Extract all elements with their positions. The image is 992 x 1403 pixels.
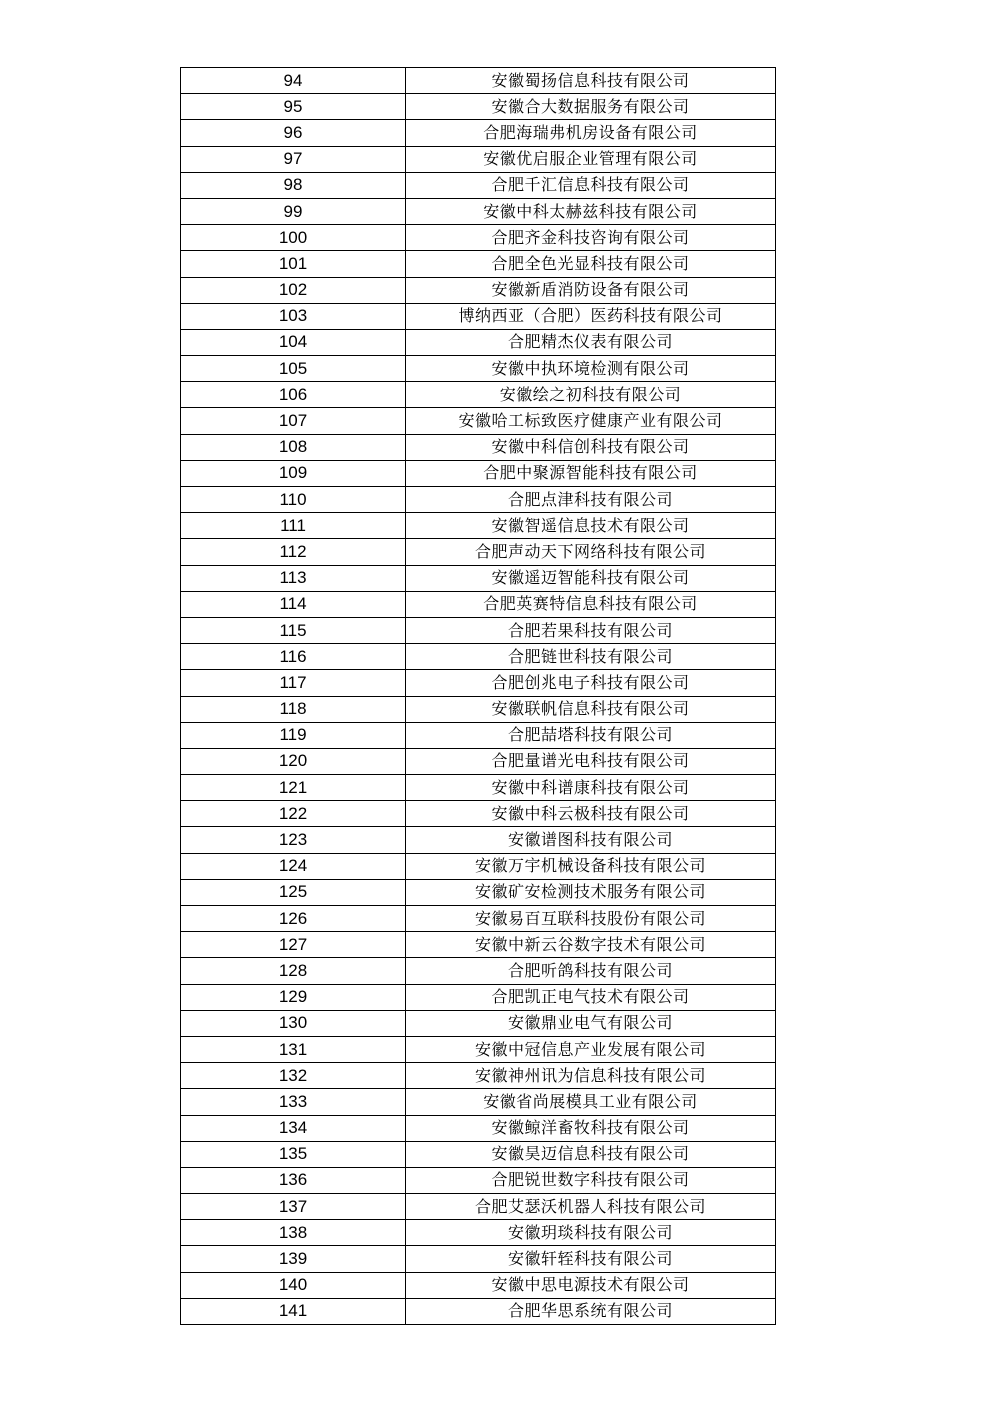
table-row — [181, 172, 776, 198]
company-name: 安徽鲸洋畜牧科技有限公司 — [406, 1115, 776, 1141]
table-row — [181, 748, 776, 774]
row-number: 129 — [181, 984, 406, 1010]
company-name: 安徽轩轾科技有限公司 — [406, 1246, 776, 1272]
row-number: 100 — [181, 225, 406, 251]
table-row — [181, 644, 776, 670]
company-name: 安徽中新云谷数字技术有限公司 — [406, 932, 776, 958]
company-name: 合肥中聚源智能科技有限公司 — [406, 460, 776, 486]
table-row — [181, 1220, 776, 1246]
company-name: 安徽中思电源技术有限公司 — [406, 1272, 776, 1298]
row-number: 106 — [181, 382, 406, 408]
table-row — [181, 277, 776, 303]
table-row — [181, 1010, 776, 1036]
company-name: 安徽省尚展模具工业有限公司 — [406, 1089, 776, 1115]
company-name: 合肥声动天下网络科技有限公司 — [406, 539, 776, 565]
row-number: 135 — [181, 1141, 406, 1167]
table-row — [181, 958, 776, 984]
row-number: 102 — [181, 277, 406, 303]
row-number: 137 — [181, 1194, 406, 1220]
table-row — [181, 1036, 776, 1062]
row-number: 119 — [181, 722, 406, 748]
company-name: 合肥锐世数字科技有限公司 — [406, 1167, 776, 1193]
row-number: 115 — [181, 617, 406, 643]
company-name: 合肥精杰仪表有限公司 — [406, 329, 776, 355]
company-name: 安徽神州讯为信息科技有限公司 — [406, 1063, 776, 1089]
table-row — [181, 120, 776, 146]
company-name: 安徽万宇机械设备科技有限公司 — [406, 853, 776, 879]
table-row — [181, 94, 776, 120]
row-number: 130 — [181, 1010, 406, 1036]
table-row — [181, 539, 776, 565]
company-name: 博纳西亚（合肥）医药科技有限公司 — [406, 303, 776, 329]
table-row — [181, 853, 776, 879]
row-number: 124 — [181, 853, 406, 879]
company-name: 安徽蜀扬信息科技有限公司 — [406, 68, 776, 94]
company-name: 合肥齐金科技咨询有限公司 — [406, 225, 776, 251]
table-row — [181, 932, 776, 958]
table-row — [181, 827, 776, 853]
row-number: 133 — [181, 1089, 406, 1115]
row-number: 123 — [181, 827, 406, 853]
company-name: 合肥艾瑟沃机器人科技有限公司 — [406, 1194, 776, 1220]
row-number: 131 — [181, 1036, 406, 1062]
table-row — [181, 1272, 776, 1298]
table-row — [181, 801, 776, 827]
table-row — [181, 775, 776, 801]
company-name: 安徽玥琰科技有限公司 — [406, 1220, 776, 1246]
table-body — [181, 68, 776, 1325]
company-name: 安徽中冠信息产业发展有限公司 — [406, 1036, 776, 1062]
row-number: 139 — [181, 1246, 406, 1272]
table-row — [181, 696, 776, 722]
row-number: 94 — [181, 68, 406, 94]
table-row — [181, 1194, 776, 1220]
row-number: 140 — [181, 1272, 406, 1298]
company-name: 合肥全色光显科技有限公司 — [406, 251, 776, 277]
row-number: 112 — [181, 539, 406, 565]
row-number: 95 — [181, 94, 406, 120]
row-number: 141 — [181, 1298, 406, 1324]
table-row — [181, 382, 776, 408]
table-row — [181, 198, 776, 224]
company-name: 安徽新盾消防设备有限公司 — [406, 277, 776, 303]
company-name: 安徽绘之初科技有限公司 — [406, 382, 776, 408]
row-number: 120 — [181, 748, 406, 774]
table-row — [181, 879, 776, 905]
row-number: 117 — [181, 670, 406, 696]
row-number: 136 — [181, 1167, 406, 1193]
table-row — [181, 225, 776, 251]
row-number: 97 — [181, 146, 406, 172]
table-row — [181, 1115, 776, 1141]
row-number: 104 — [181, 329, 406, 355]
table-row — [181, 1141, 776, 1167]
table-row — [181, 356, 776, 382]
company-name: 安徽中科谱康科技有限公司 — [406, 775, 776, 801]
row-number: 105 — [181, 356, 406, 382]
row-number: 121 — [181, 775, 406, 801]
company-name: 安徽易百互联科技股份有限公司 — [406, 906, 776, 932]
company-name: 安徽智遥信息技术有限公司 — [406, 513, 776, 539]
company-name: 合肥喆塔科技有限公司 — [406, 722, 776, 748]
row-number: 118 — [181, 696, 406, 722]
table-row — [181, 487, 776, 513]
company-name: 安徽中科云极科技有限公司 — [406, 801, 776, 827]
company-name: 合肥若果科技有限公司 — [406, 617, 776, 643]
company-name: 合肥点津科技有限公司 — [406, 487, 776, 513]
company-name: 安徽中科太赫兹科技有限公司 — [406, 198, 776, 224]
row-number: 125 — [181, 879, 406, 905]
row-number: 96 — [181, 120, 406, 146]
table-row — [181, 1089, 776, 1115]
table-row — [181, 670, 776, 696]
table-row — [181, 565, 776, 591]
row-number: 103 — [181, 303, 406, 329]
company-name: 合肥海瑞弗机房设备有限公司 — [406, 120, 776, 146]
company-name: 安徽矿安检测技术服务有限公司 — [406, 879, 776, 905]
table-row — [181, 146, 776, 172]
company-name: 合肥链世科技有限公司 — [406, 644, 776, 670]
table-row — [181, 68, 776, 94]
row-number: 113 — [181, 565, 406, 591]
table-row — [181, 984, 776, 1010]
row-number: 122 — [181, 801, 406, 827]
table-row — [181, 1167, 776, 1193]
company-name: 合肥创兆电子科技有限公司 — [406, 670, 776, 696]
row-number: 127 — [181, 932, 406, 958]
row-number: 107 — [181, 408, 406, 434]
row-number: 116 — [181, 644, 406, 670]
row-number: 111 — [181, 513, 406, 539]
table-row — [181, 1063, 776, 1089]
table-row — [181, 722, 776, 748]
table-row — [181, 591, 776, 617]
row-number: 99 — [181, 198, 406, 224]
company-name: 合肥千汇信息科技有限公司 — [406, 172, 776, 198]
row-number: 134 — [181, 1115, 406, 1141]
company-name: 合肥凯正电气技术有限公司 — [406, 984, 776, 1010]
table-row — [181, 1246, 776, 1272]
table-row — [181, 434, 776, 460]
company-name: 合肥量谱光电科技有限公司 — [406, 748, 776, 774]
row-number: 128 — [181, 958, 406, 984]
row-number: 101 — [181, 251, 406, 277]
row-number: 114 — [181, 591, 406, 617]
row-number: 108 — [181, 434, 406, 460]
company-name: 合肥英赛特信息科技有限公司 — [406, 591, 776, 617]
company-name: 安徽中科信创科技有限公司 — [406, 434, 776, 460]
row-number: 132 — [181, 1063, 406, 1089]
company-name: 安徽遥迈智能科技有限公司 — [406, 565, 776, 591]
company-name: 合肥听鸽科技有限公司 — [406, 958, 776, 984]
company-name: 安徽合大数据服务有限公司 — [406, 94, 776, 120]
table-row — [181, 513, 776, 539]
company-name: 安徽昊迈信息科技有限公司 — [406, 1141, 776, 1167]
table-row — [181, 617, 776, 643]
row-number: 138 — [181, 1220, 406, 1246]
table-row — [181, 408, 776, 434]
company-name: 安徽联帆信息科技有限公司 — [406, 696, 776, 722]
table-row — [181, 1298, 776, 1324]
row-number: 110 — [181, 487, 406, 513]
company-name: 安徽鼎业电气有限公司 — [406, 1010, 776, 1036]
company-name: 合肥华思系统有限公司 — [406, 1298, 776, 1324]
row-number: 126 — [181, 906, 406, 932]
table-row — [181, 329, 776, 355]
table-row — [181, 303, 776, 329]
company-list-table — [180, 67, 776, 1325]
table-row — [181, 460, 776, 486]
company-name: 安徽哈工标致医疗健康产业有限公司 — [406, 408, 776, 434]
table-row — [181, 906, 776, 932]
company-name: 安徽优启服企业管理有限公司 — [406, 146, 776, 172]
row-number: 109 — [181, 460, 406, 486]
table-row — [181, 251, 776, 277]
company-name: 安徽中执环境检测有限公司 — [406, 356, 776, 382]
row-number: 98 — [181, 172, 406, 198]
company-name: 安徽谱图科技有限公司 — [406, 827, 776, 853]
